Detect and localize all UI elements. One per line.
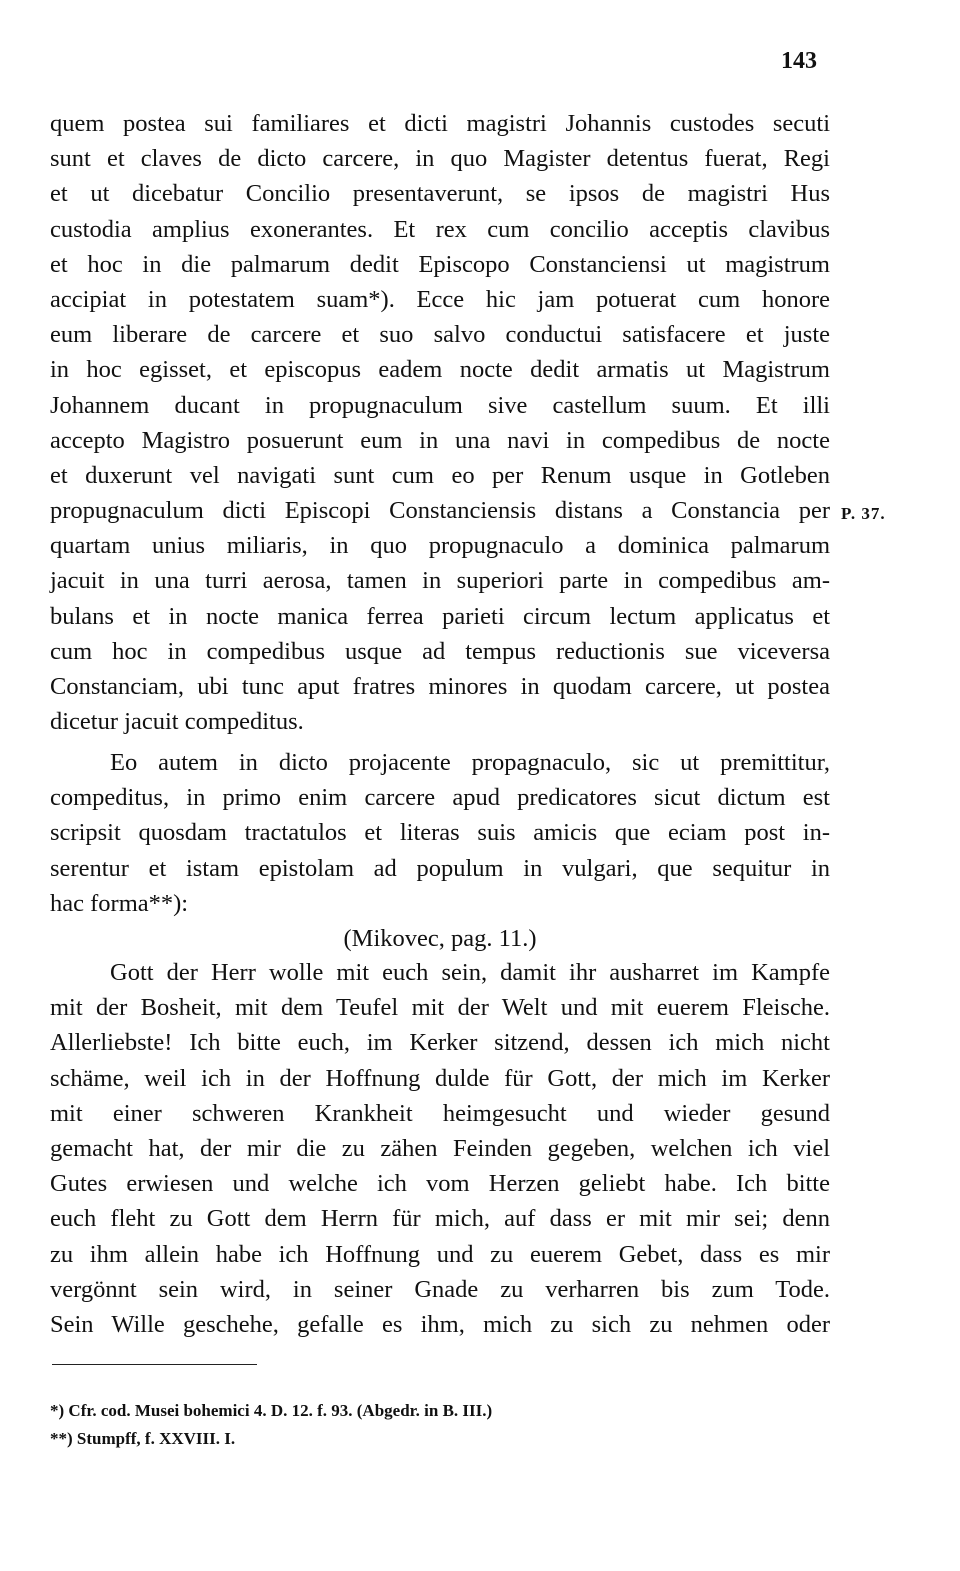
paragraph-german: [50, 955, 830, 1342]
text-line: scripsit quosdam tractatulos et literas suis amicis que eciam post in-: [50, 819, 830, 847]
text-line: et duxerunt vel navigati sunt cum eo per Renum usque in Gotleben: [50, 461, 830, 489]
text-line: accepto Magistro posuerunt eum in una navi in compedibus de nocte: [50, 426, 830, 454]
text-line: Gutes erwiesen und welche ich vom Herzen geliebt habe. Ich bitte: [50, 1170, 830, 1198]
text-line: mit einer schweren Krankheit heimgesucht und wieder gesund: [50, 1099, 830, 1127]
text-line: eum liberare de carcere et suo salvo conductui satisfacere et juste: [50, 321, 830, 349]
text-line: dicetur jacuit compeditus.: [50, 708, 304, 736]
paragraph-latin-2: [50, 745, 830, 956]
text-line: in hoc egisset, et episcopus eadem nocte dedit armatis ut Magistrum: [50, 356, 830, 384]
text-line: sunt et claves de dicto carcere, in quo Magister detentus fuerat, Regi: [50, 145, 830, 173]
text-line: Johannem ducant in propugnaculum sive castellum suum. Et illi: [50, 391, 830, 419]
text-line: bulans et in nocte manica ferrea parieti circum lectum applicatus et: [50, 602, 830, 630]
text-line: schäme, weil ich in der Hoffnung dulde für Gott, der mich im Kerker: [50, 1064, 830, 1092]
text-line: cum hoc in compedibus usque ad tempus reductionis sue viceversa: [50, 637, 830, 665]
paragraph-latin-1: [50, 106, 830, 739]
text-line: et ut dicebatur Concilio presentaverunt, se ipsos de magistri Hus: [50, 180, 830, 208]
text-line: Constanciam, ubi tunc aput fratres minores in quodam carcere, ut postea: [50, 673, 830, 700]
text-line: et hoc in die palmarum dedit Episcopo Constanciensi ut magistrum: [50, 250, 830, 278]
source-heading: (Mikovec, pag. 11.): [343, 924, 537, 952]
text-line: vergönnt sein wird, in seiner Gnade zu verharren bis zum Tode.: [50, 1275, 830, 1303]
text-line: propugnaculum dicti Episcopi Constanciensis distans a Constancia per: [50, 497, 830, 525]
text-line: mit der Bosheit, mit dem Teufel mit der Welt und mit euerem Fleische.: [50, 994, 830, 1022]
text-line: hac forma**):: [50, 889, 189, 917]
text-line: quartam unius miliaris, in quo propugnaculo a dominica palmarum: [50, 532, 830, 560]
margin-page-reference: P. 37.: [841, 504, 886, 523]
text-line: jacuit in una turri aerosa, tamen in superiori parte in compedibus am-: [50, 567, 830, 595]
text-line: serentur et istam epistolam ad populum in vulgari, que sequitur in: [50, 854, 830, 882]
text-line: zu ihm allein habe ich Hoffnung und zu euerem Gebet, dass es mir: [50, 1240, 830, 1268]
text-line: gemacht hat, der mir die zu zähen Feinden gegeben, welchen ich viel: [50, 1134, 830, 1162]
footnote: **) Stumpff, f. XXVIII. I.: [50, 1429, 236, 1448]
text-line: Gott der Herr wolle mit euch sein, damit ihr ausharret im Kampfe: [110, 959, 830, 986]
text-line: Eo autem in dicto projacente propagnaculo, sic ut premittitur,: [110, 749, 830, 776]
text-line: euch fleht zu Gott dem Herrn für mich, auf dass er mit mir sei; denn: [50, 1205, 830, 1233]
text-line: Sein Wille geschehe, gefalle es ihm, mich zu sich zu nehmen oder: [50, 1310, 830, 1338]
text-line: quem postea sui familiares et dicti magistri Johannis custodes secuti: [50, 110, 830, 137]
text-line: accipiat in potestatem suam*). Ecce hic jam potuerat cum honore: [50, 285, 830, 313]
footnotes: [50, 1397, 492, 1453]
footnote: *) Cfr. cod. Musei bohemici 4. D. 12. f. 93. (Abgedr. in B. III.): [50, 1401, 493, 1420]
page-number: 143: [781, 48, 817, 74]
text-line: compeditus, in primo enim carcere apud predicatores sicut dictum est: [50, 784, 830, 812]
text-line: custodia amplius exonerantes. Et rex cum concilio acceptis clavibus: [50, 215, 830, 243]
footnote-divider: [52, 1364, 257, 1365]
text-line: Allerliebste! Ich bitte euch, im Kerker sitzend, dessen ich mich nicht: [50, 1029, 830, 1057]
